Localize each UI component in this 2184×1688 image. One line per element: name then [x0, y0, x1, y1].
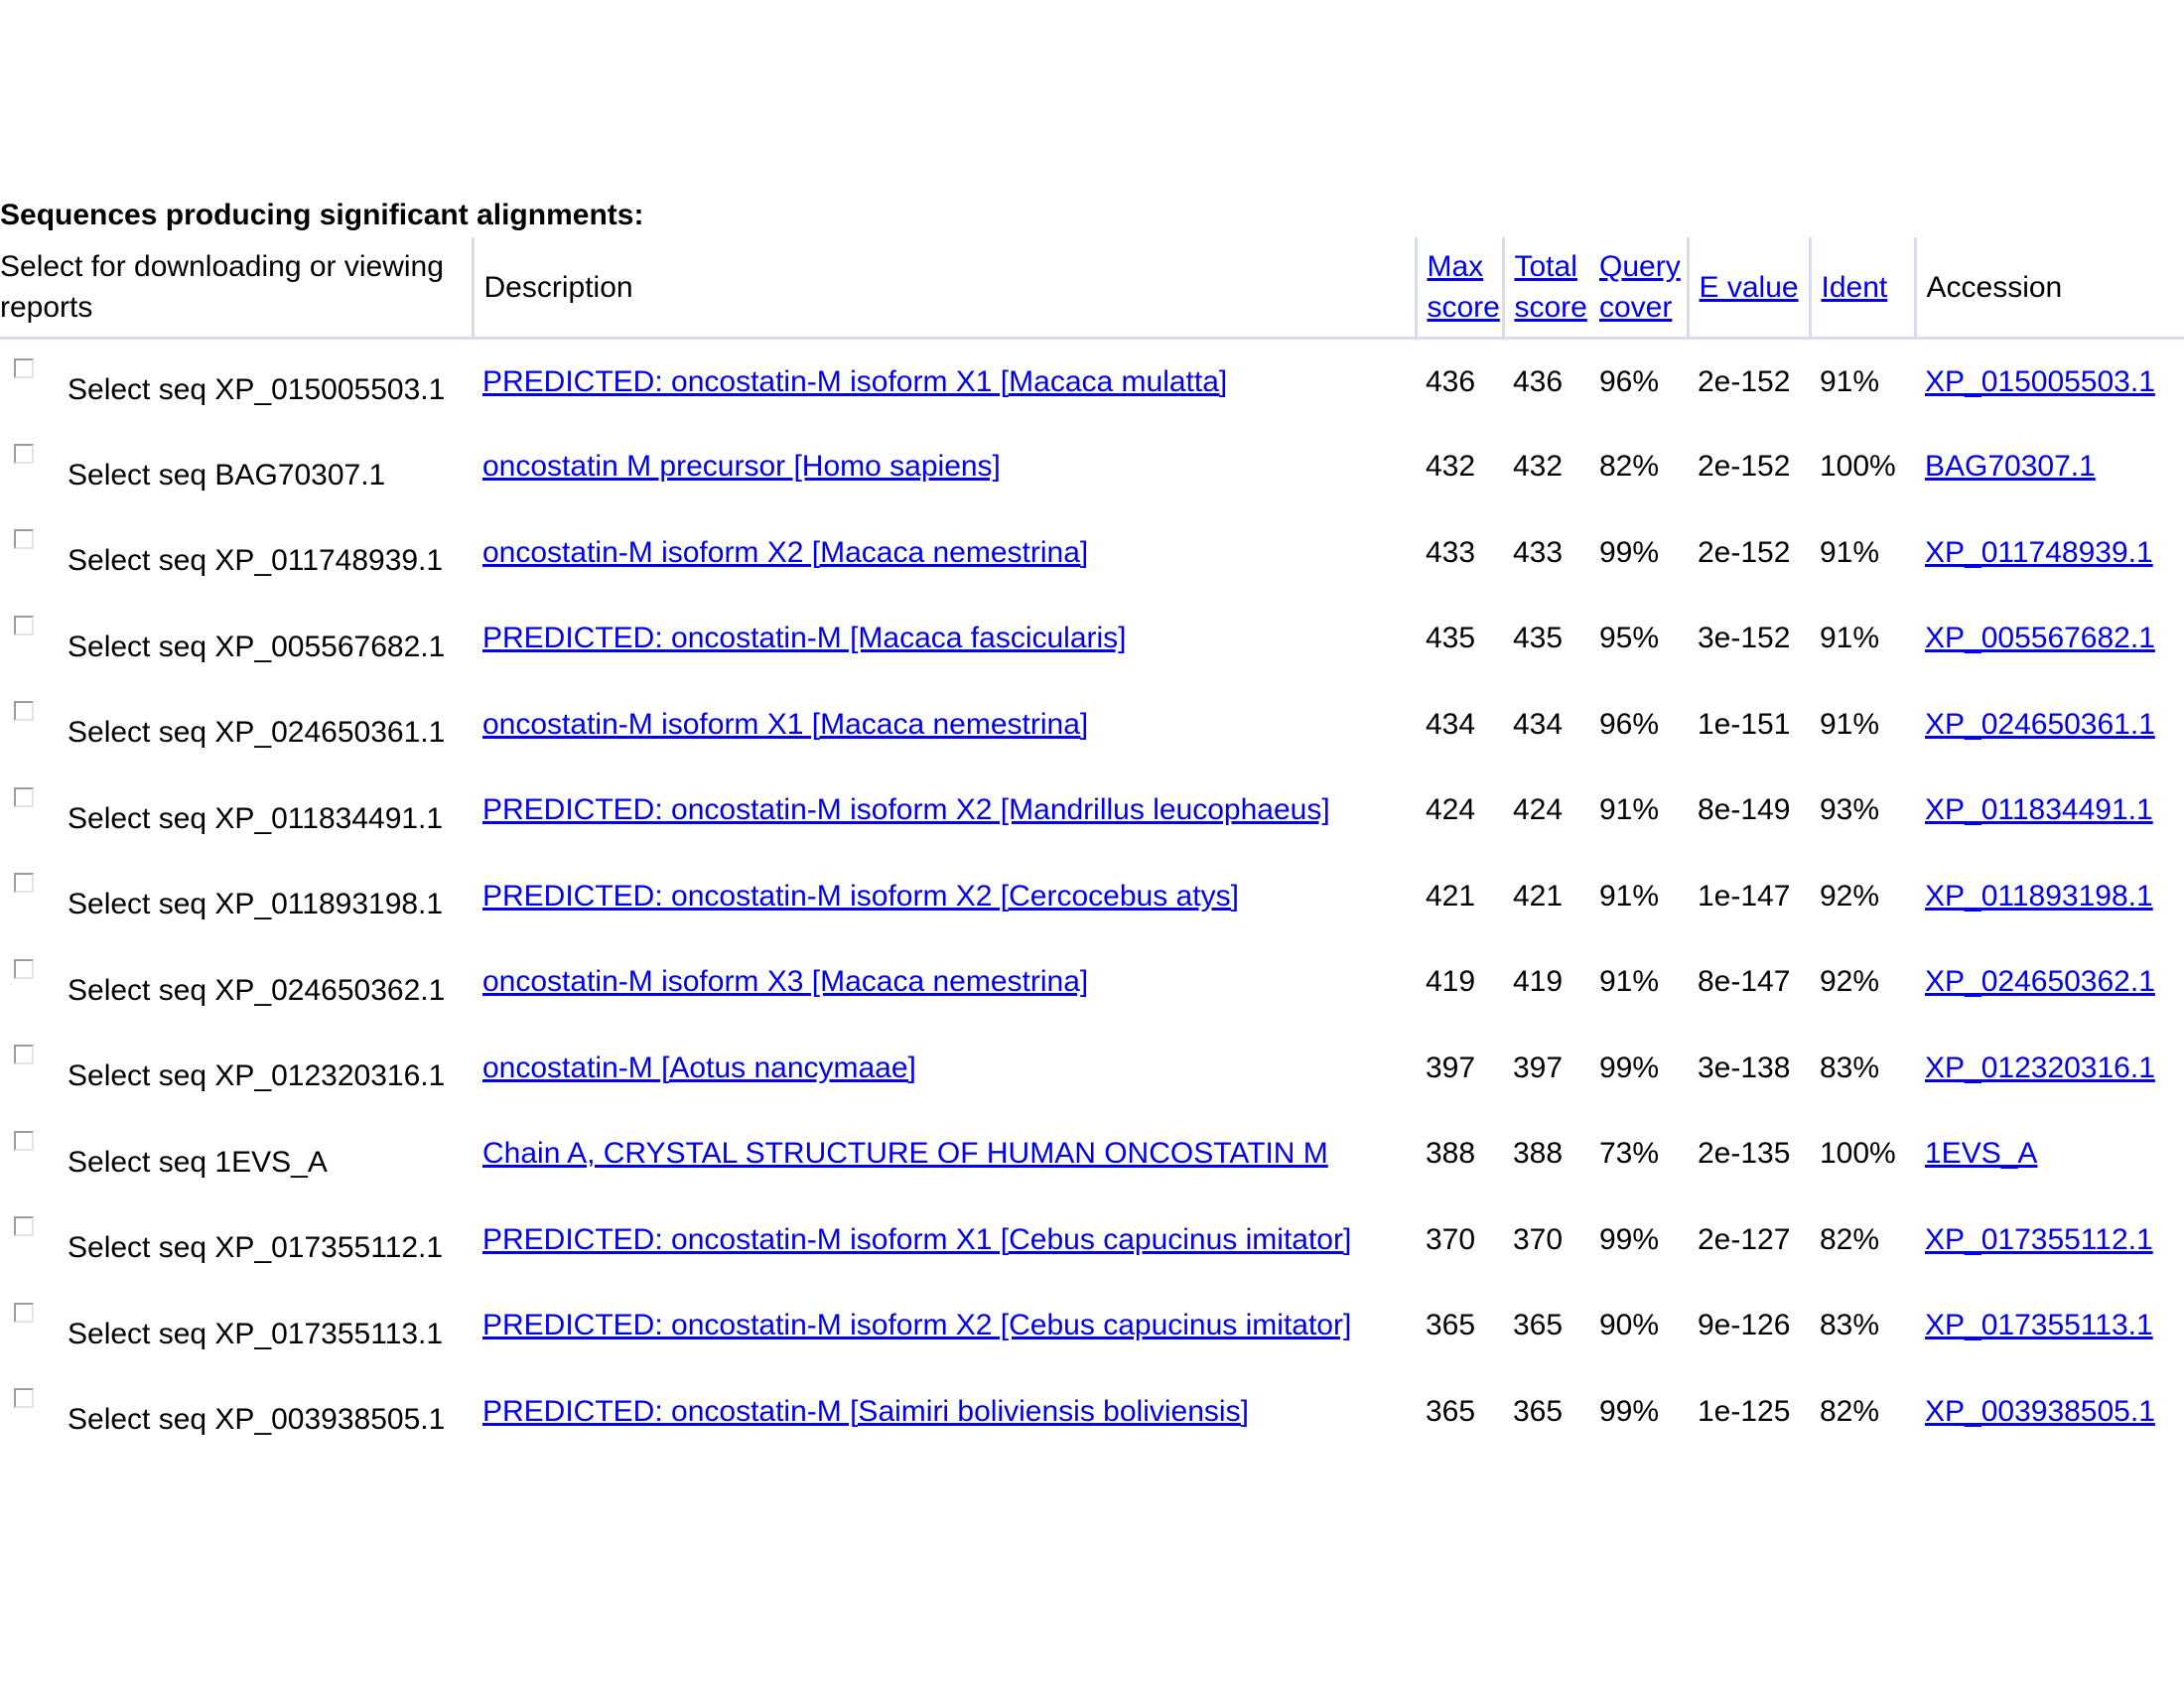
header-select: Select for downloading or viewing reports	[0, 237, 473, 339]
query-cover-cell: 99%	[1599, 1222, 1660, 1256]
select-cell	[0, 1369, 473, 1456]
description-cell	[473, 596, 1416, 682]
description-cell	[473, 1111, 1416, 1197]
select-cell	[0, 424, 473, 510]
e-value-cell: 2e-127	[1698, 1222, 1791, 1256]
total-score-cell: 421	[1513, 879, 1564, 913]
accession-link[interactable]: BAG70307.1	[1925, 450, 2096, 484]
query-cover-cell: 99%	[1599, 1394, 1660, 1428]
max-score-cell: 434	[1426, 707, 1476, 741]
accession-link[interactable]: XP_011834491.1	[1925, 793, 2153, 827]
description-cell	[473, 424, 1416, 510]
select-checkbox[interactable]	[14, 1045, 34, 1064]
ident-cell: 82%	[1820, 1222, 1880, 1256]
total-score-cell: 370	[1513, 1222, 1564, 1256]
e-value-cell: 3e-152	[1698, 622, 1791, 655]
description-cell	[473, 1197, 1416, 1284]
alignments-table	[0, 237, 2184, 1455]
table-row	[0, 1197, 2184, 1284]
table-body	[0, 339, 2184, 1456]
e-value-cell: 8e-149	[1698, 793, 1791, 827]
query-cover-cell: 90%	[1599, 1309, 1660, 1342]
table-row	[0, 1369, 2184, 1456]
ident-cell: 100%	[1820, 450, 1896, 484]
accession-link[interactable]: XP_003938505.1	[1925, 1394, 2155, 1428]
sort-total-score-link[interactable]: Total score	[1514, 250, 1587, 324]
description-cell	[473, 339, 1416, 425]
select-label: Select seq XP_011893198.1	[68, 888, 444, 921]
total-score-cell: 434	[1513, 707, 1564, 741]
select-checkbox[interactable]	[14, 529, 34, 549]
accession-link[interactable]: XP_017355113.1	[1925, 1309, 2153, 1342]
accession-cell	[1915, 1369, 2184, 1456]
sort-e-value-link[interactable]: E value	[1699, 270, 1799, 304]
description-cell	[473, 1283, 1416, 1369]
total-score-cell: 435	[1513, 622, 1564, 655]
accession-cell	[1915, 1111, 2184, 1197]
description-cell	[473, 510, 1416, 597]
ident-cell: 91%	[1820, 535, 1880, 569]
select-label: Select seq XP_017355112.1	[68, 1231, 444, 1265]
header-max-score[interactable]	[1416, 237, 1503, 339]
max-score-cell: 397	[1426, 1051, 1476, 1084]
max-score-cell: 435	[1426, 622, 1476, 655]
table-row	[0, 768, 2184, 854]
description-link[interactable]: oncostatin-M isoform X1 [Macaca nemestrina]	[482, 707, 1089, 741]
e-value-cell: 9e-126	[1698, 1309, 1791, 1342]
e-value-cell: 2e-152	[1698, 535, 1791, 569]
accession-cell	[1915, 939, 2184, 1026]
query-cover-cell: 99%	[1599, 1051, 1660, 1084]
description-link[interactable]: PREDICTED: oncostatin-M isoform X1 [Macaca mulatta]	[482, 364, 1228, 398]
table-row	[0, 1283, 2184, 1369]
description-link[interactable]: PREDICTED: oncostatin-M [Macaca fascicularis]	[482, 622, 1127, 655]
max-score-cell: 433	[1426, 535, 1476, 569]
header-query-cover[interactable]	[1589, 237, 1688, 339]
select-label: Select seq XP_015005503.1	[68, 373, 446, 407]
max-score-cell: 365	[1426, 1394, 1476, 1428]
table-row	[0, 1026, 2184, 1112]
total-score-cell: 365	[1513, 1309, 1564, 1342]
select-cell	[0, 939, 473, 1026]
table-header-row	[0, 237, 2184, 339]
accession-link[interactable]: XP_012320316.1	[1925, 1051, 2155, 1084]
max-score-cell: 421	[1426, 879, 1476, 913]
description-cell	[473, 939, 1416, 1026]
select-label: Select seq BAG70307.1	[68, 458, 386, 492]
accession-link[interactable]: XP_015005503.1	[1925, 364, 2155, 398]
query-cover-cell: 95%	[1599, 622, 1660, 655]
accession-cell	[1915, 1026, 2184, 1112]
description-link[interactable]: oncostatin M precursor [Homo sapiens]	[482, 450, 1001, 484]
description-link[interactable]: oncostatin-M isoform X3 [Macaca nemestrina]	[482, 965, 1089, 999]
query-cover-cell: 73%	[1599, 1137, 1660, 1171]
description-link[interactable]: PREDICTED: oncostatin-M isoform X1 [Cebus capucinus imitator]	[482, 1222, 1352, 1256]
max-score-cell: 370	[1426, 1222, 1476, 1256]
alignment-results	[0, 194, 2184, 1455]
accession-link[interactable]: XP_024650361.1	[1925, 707, 2155, 741]
description-link[interactable]: Chain A, CRYSTAL STRUCTURE OF HUMAN ONCOSTATIN M	[482, 1137, 1328, 1171]
accession-link[interactable]: XP_011893198.1	[1925, 879, 2153, 913]
table-row	[0, 339, 2184, 425]
header-e-value[interactable]	[1688, 237, 1810, 339]
select-checkbox[interactable]	[14, 1131, 34, 1151]
total-score-cell: 388	[1513, 1137, 1564, 1171]
select-cell	[0, 1283, 473, 1369]
max-score-cell: 424	[1426, 793, 1476, 827]
total-score-cell: 365	[1513, 1394, 1564, 1428]
accession-link[interactable]: XP_017355112.1	[1925, 1222, 2153, 1256]
table-row	[0, 682, 2184, 769]
max-score-cell: 419	[1426, 965, 1476, 999]
table-row	[0, 596, 2184, 682]
table-row	[0, 510, 2184, 597]
accession-cell	[1915, 854, 2184, 940]
header-accession: Accession	[1915, 237, 2184, 339]
total-score-cell: 436	[1513, 364, 1564, 398]
header-description: Description	[473, 237, 1416, 339]
max-score-cell: 365	[1426, 1309, 1476, 1342]
select-label: Select seq XP_011748939.1	[68, 544, 444, 578]
select-checkbox[interactable]	[14, 358, 34, 378]
description-link[interactable]: PREDICTED: oncostatin-M [Saimiri boliviensis boliviensis]	[482, 1394, 1249, 1428]
select-cell	[0, 854, 473, 940]
ident-cell: 91%	[1820, 622, 1880, 655]
total-score-cell: 433	[1513, 535, 1564, 569]
select-checkbox[interactable]	[14, 959, 34, 979]
e-value-cell: 1e-151	[1698, 707, 1791, 741]
accession-link[interactable]: 1EVS_A	[1925, 1137, 2038, 1171]
ident-cell: 82%	[1820, 1394, 1880, 1428]
description-cell	[473, 768, 1416, 854]
select-label: Select seq XP_003938505.1	[68, 1403, 446, 1437]
e-value-cell: 1e-125	[1698, 1394, 1791, 1428]
sort-max-score-link[interactable]: Max score	[1427, 250, 1500, 324]
accession-link[interactable]: XP_005567682.1	[1925, 622, 2155, 655]
e-value-cell: 3e-138	[1698, 1051, 1791, 1084]
ident-cell: 83%	[1820, 1051, 1880, 1084]
ident-cell: 92%	[1820, 965, 1880, 999]
e-value-cell: 2e-135	[1698, 1137, 1791, 1171]
ident-cell: 83%	[1820, 1309, 1880, 1342]
select-checkbox[interactable]	[14, 873, 34, 893]
accession-cell	[1915, 510, 2184, 597]
query-cover-cell: 91%	[1599, 879, 1660, 913]
select-cell	[0, 339, 473, 425]
description-cell	[473, 854, 1416, 940]
select-label: Select seq XP_017355113.1	[68, 1317, 444, 1350]
description-link[interactable]: oncostatin-M isoform X2 [Macaca nemestrina]	[482, 535, 1089, 569]
select-checkbox[interactable]	[14, 444, 34, 464]
accession-cell	[1915, 1197, 2184, 1284]
select-checkbox[interactable]	[14, 1216, 34, 1236]
select-cell	[0, 682, 473, 769]
header-ident[interactable]	[1810, 237, 1915, 339]
e-value-cell: 1e-147	[1698, 879, 1791, 913]
select-cell	[0, 768, 473, 854]
max-score-cell: 436	[1426, 364, 1476, 398]
table-row	[0, 854, 2184, 940]
e-value-cell: 8e-147	[1698, 965, 1791, 999]
select-cell	[0, 596, 473, 682]
description-cell	[473, 1026, 1416, 1112]
accession-cell	[1915, 768, 2184, 854]
table-row	[0, 424, 2184, 510]
description-link[interactable]: PREDICTED: oncostatin-M isoform X2 [Cercocebus atys]	[482, 879, 1239, 913]
total-score-cell: 424	[1513, 793, 1564, 827]
ident-cell: 100%	[1820, 1137, 1896, 1171]
description-link[interactable]: oncostatin-M [Aotus nancymaae]	[482, 1051, 916, 1084]
section-title: Sequences producing significant alignments:	[0, 199, 644, 231]
query-cover-cell: 96%	[1599, 707, 1660, 741]
description-cell	[473, 1369, 1416, 1456]
header-total-score[interactable]	[1503, 237, 1589, 339]
select-label: Select seq 1EVS_A	[68, 1145, 328, 1179]
description-link[interactable]: PREDICTED: oncostatin-M isoform X2 [Mandrillus leucophaeus]	[482, 793, 1330, 827]
accession-cell	[1915, 1283, 2184, 1369]
accession-cell	[1915, 596, 2184, 682]
query-cover-cell: 99%	[1599, 535, 1660, 569]
ident-cell: 91%	[1820, 707, 1880, 741]
select-cell	[0, 510, 473, 597]
select-checkbox[interactable]	[14, 787, 34, 807]
select-label: Select seq XP_024650362.1	[68, 973, 446, 1007]
query-cover-cell: 91%	[1599, 793, 1660, 827]
e-value-cell: 2e-152	[1698, 364, 1791, 398]
description-link[interactable]: PREDICTED: oncostatin-M isoform X2 [Cebus capucinus imitator]	[482, 1309, 1352, 1342]
table-row	[0, 1111, 2184, 1197]
select-label: Select seq XP_012320316.1	[68, 1059, 446, 1093]
accession-link[interactable]: XP_024650362.1	[1925, 965, 2155, 999]
table-row	[0, 939, 2184, 1026]
total-score-cell: 397	[1513, 1051, 1564, 1084]
query-cover-cell: 91%	[1599, 965, 1660, 999]
ident-cell: 93%	[1820, 793, 1880, 827]
max-score-cell: 388	[1426, 1137, 1476, 1171]
query-cover-cell: 96%	[1599, 364, 1660, 398]
select-cell	[0, 1197, 473, 1284]
sort-query-cover-link[interactable]: Query cover	[1599, 250, 1681, 324]
select-label: Select seq XP_011834491.1	[68, 801, 444, 835]
select-checkbox[interactable]	[14, 1303, 34, 1323]
ident-cell: 91%	[1820, 364, 1880, 398]
select-checkbox[interactable]	[14, 1388, 34, 1408]
ident-cell: 92%	[1820, 879, 1880, 913]
max-score-cell: 432	[1426, 450, 1476, 484]
accession-cell	[1915, 424, 2184, 510]
select-cell	[0, 1111, 473, 1197]
query-cover-cell: 82%	[1599, 450, 1660, 484]
select-label: Select seq XP_005567682.1	[68, 630, 446, 663]
select-checkbox[interactable]	[14, 616, 34, 635]
description-cell	[473, 682, 1416, 769]
accession-cell	[1915, 682, 2184, 769]
total-score-cell: 419	[1513, 965, 1564, 999]
sort-ident-link[interactable]: Ident	[1821, 270, 1888, 304]
select-label: Select seq XP_024650361.1	[68, 716, 446, 750]
accession-link[interactable]: XP_011748939.1	[1925, 535, 2153, 569]
total-score-cell: 432	[1513, 450, 1564, 484]
e-value-cell: 2e-152	[1698, 450, 1791, 484]
accession-cell	[1915, 339, 2184, 425]
select-cell	[0, 1026, 473, 1112]
select-checkbox[interactable]	[14, 701, 34, 721]
